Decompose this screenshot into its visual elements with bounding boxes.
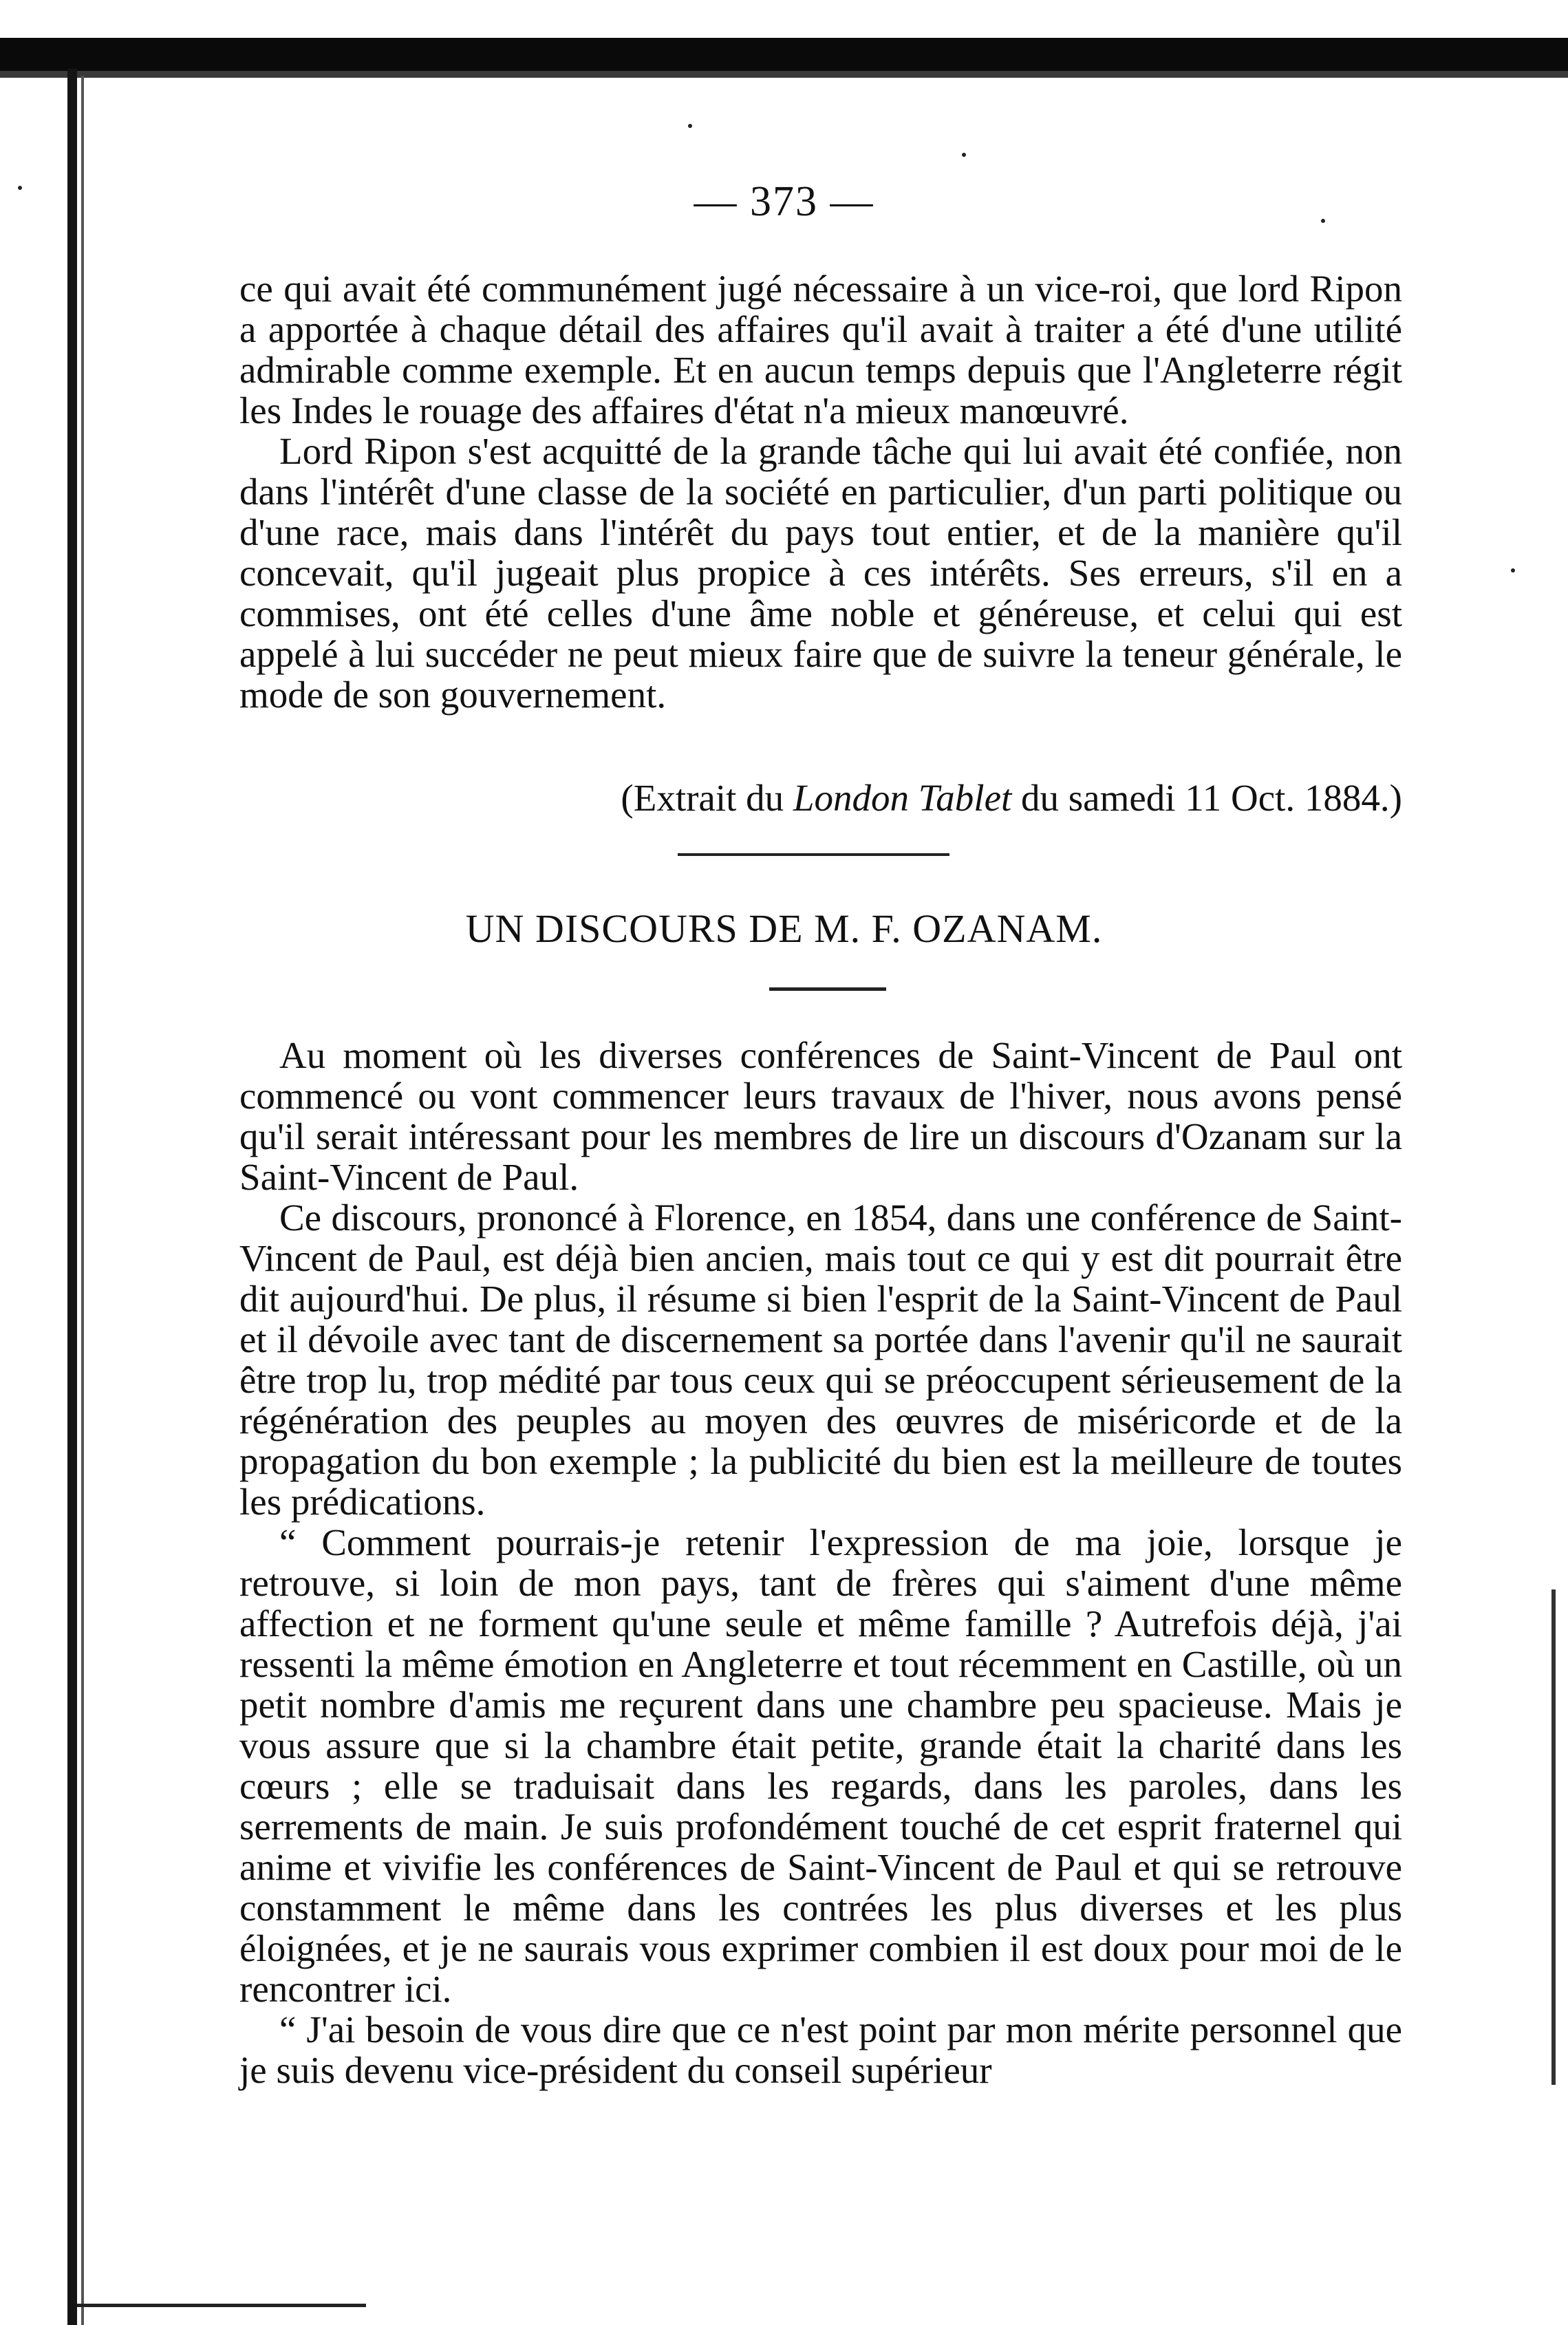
heading-underline [769,987,886,991]
article-2-paragraph: “ Comment pourrais-je retenir l'expression de ma joie, lorsque je retrouve, si loin de mon pays, tant de frères qui s'aiment d'une même affection et ne forment qu'une seule et même famille ? Autrefois déjà, j'ai ressenti la même émotion en Angleterre et tout récemment en Castille, où un petit nombre d'amis me reçurent dans une chambre peu spacieuse. Mais je vous assure que si la chambre était petite, grande était la charité dans les cœurs ; elle se traduisait dans les regards, dans les paroles, dans les serrements de main. Je suis profondément touché de cet esprit fraternel qui anime et vivifie les conférences de Saint-Vincent de Paul et qui se retrouve constamment le même dans les contrées les plus diverses et les plus éloignées, et je ne saurais vous exprimer combien il est doux pour moi de le rencontrer ici. [239,1521,1402,2010]
scan-spine-left [67,69,77,2325]
article-1-body [239,268,1402,715]
article-2-heading: UN DISCOURS DE M. F. OZANAM. [465,906,1103,951]
article-2-paragraph: Au moment où les diverses conférences de Saint-Vincent de Paul ont commencé ou vont commencer leurs travaux de l'hiver, nous avons pensé qu'il serait intéressant pour les membres de lire un discours d'Ozanam sur la Saint-Vincent de Paul. [239,1034,1402,1198]
scan-speck [1511,568,1515,572]
scan-border-top [0,38,1568,71]
article-2-paragraph: Ce discours, prononcé à Florence, en 1854, dans une conférence de Saint-Vincent de Paul, est déjà bien ancien, mais tout ce qui y est dit pourrait être dit aujourd'hui. De plus, il résume si bien l'esprit de la Saint-Vincent de Paul et il dévoile avec tant de discernement sa portée dans l'avenir qu'il ne saurait être trop lu, trop médité par tous ceux qui se préoccupent sérieusement de la régénération des peuples au moyen des œuvres de miséricorde et de la propagation du bon exemple ; la publicité du bien est la meilleure de toutes les prédications. [239,1197,1402,1523]
source-suffix: du samedi 11 Oct. 1884.) [1011,777,1402,819]
article-1-source [239,778,1402,818]
source-prefix: (Extrait du [621,777,793,819]
scan-border-bottom [77,2304,366,2307]
article-1-paragraph: Lord Ripon s'est acquitté de la grande tâche qui lui avait été confiée, non dans l'intérêt d'une classe de la société en particulier, d'un parti politique ou d'une race, mais dans l'intérêt du pays tout entier, et de la manière qu'il concevait, qu'il jugeait plus propice à ces intérêts. Ses erreurs, s'il en a commises, ont été celles d'une âme noble et généreuse, et celui qui est appelé à lui succéder ne peut mieux faire que de suivre la teneur générale, le mode de son gouvernement. [239,430,1402,716]
scan-border-top-shadow [0,71,1568,78]
article-1-paragraph: ce qui avait été communément jugé nécessaire à un vice-roi, que lord Ripon a apportée à chaque détail des affaires qu'il avait à traiter a été d'une utilité admirable comme exemple. Et en aucun temps depuis que l'Angleterre régit les Indes le rouage des affaires d'état n'a mieux manœuvré. [239,268,1402,431]
article-2-body [239,1035,1402,2090]
scan-speck [688,124,692,128]
scan-speck [962,153,966,157]
section-divider [678,853,949,856]
scan-border-right [1551,1589,1556,2085]
page-number: — 373 — [694,178,874,225]
scan-spine-left-inner [81,76,84,2325]
source-publication-title: London Tablet [793,777,1012,819]
article-2-paragraph: “ J'ai besoin de vous dire que ce n'est point par mon mérite personnel que je suis devenu vice-président du conseil supérieur [239,2008,1402,2091]
